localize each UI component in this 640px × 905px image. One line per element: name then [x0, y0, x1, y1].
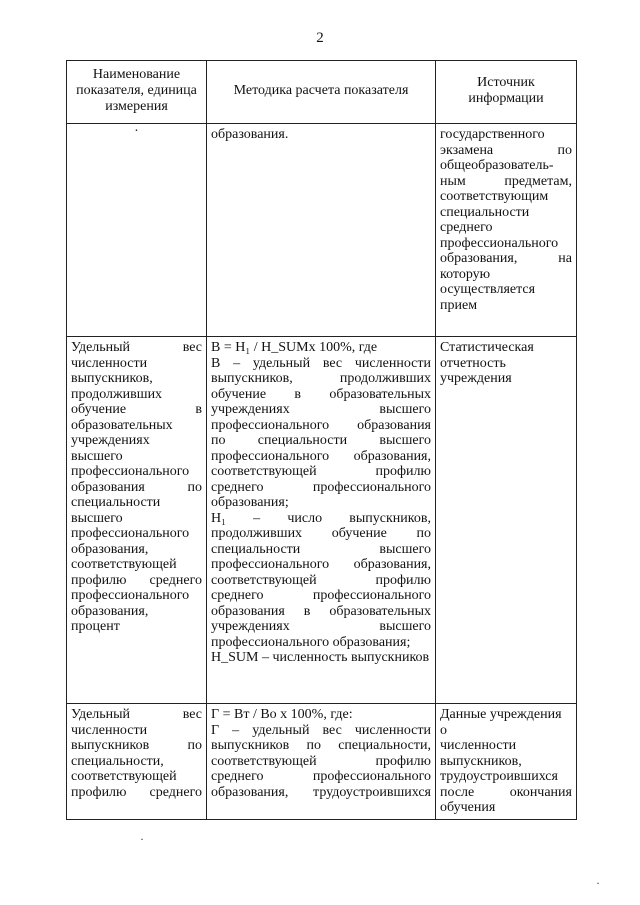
- text-line: общеобразователь-: [440, 158, 554, 173]
- indicator-name-cell: [67, 124, 207, 337]
- information-source-cell: [436, 124, 577, 337]
- text-line: учреждениях высшего: [211, 402, 431, 417]
- text-line: ным предметам,: [440, 173, 572, 189]
- text-line: профессионального образования: [211, 417, 431, 433]
- text-line: профессионального образования;: [211, 634, 411, 650]
- text-line: Данные учреждения о: [440, 707, 562, 738]
- text-line: выпускников по специальности,: [211, 738, 431, 753]
- information-source-cell: [436, 337, 577, 704]
- text-line: профессионального: [71, 526, 190, 541]
- text-line: Н_SUM – численность выпускников: [211, 650, 430, 665]
- text-line: соответствующей профилю: [211, 464, 431, 479]
- formula-line: Г = Вт / Во х 100%, где:: [211, 707, 353, 722]
- text-line: обучение в: [71, 402, 202, 417]
- text-line: профессионального образования,: [211, 448, 431, 464]
- text-line: экзамена по: [440, 142, 572, 158]
- table-row: [67, 337, 577, 704]
- text-line: осуществляется: [440, 282, 536, 297]
- text-line: выпускников, продолживших: [211, 371, 431, 386]
- text-line: Н₁ – число выпускников,: [211, 510, 431, 526]
- header-indicator-name: Наименование показателя, единица измерения: [67, 61, 207, 124]
- text-line: высшего: [71, 510, 123, 526]
- text-line: соответствующей: [71, 557, 177, 572]
- text-line: профессионального: [71, 464, 190, 479]
- text-line: учреждения: [440, 371, 512, 386]
- text-line: процент: [71, 619, 120, 634]
- calculation-method-cell: [207, 124, 436, 337]
- text-line: образования, трудоустроившихся: [211, 784, 431, 800]
- text-line: учреждениях высшего: [211, 619, 431, 634]
- indicator-name-cell: [67, 337, 207, 704]
- text-line: Удельный вес: [71, 340, 202, 355]
- table-header-row: [67, 61, 577, 124]
- text-line: образования.: [211, 127, 289, 142]
- text-line: образования в образовательных: [211, 603, 431, 619]
- text-line: профилю среднего: [71, 572, 202, 588]
- text-line: Г – удельный вес численности: [211, 722, 431, 738]
- text-line: учреждениях: [71, 433, 150, 448]
- indicator-name-cell: [67, 704, 207, 820]
- stray-mark: ·: [140, 832, 144, 846]
- text-line: среднего профессионального: [211, 769, 431, 784]
- table-row: [67, 124, 577, 337]
- calculation-method-cell: [207, 704, 436, 820]
- table-row: [67, 704, 577, 820]
- text-line: среднего профессионального: [211, 588, 431, 603]
- text-line: Удельный вес: [71, 707, 202, 722]
- text-line: численности: [71, 355, 148, 371]
- text-line: специальности: [440, 204, 530, 220]
- text-line: отчетность: [440, 355, 506, 371]
- text-line: соответствующей профилю: [211, 572, 431, 588]
- text-line: обучения: [440, 800, 496, 815]
- text-line: профилю среднего: [71, 784, 202, 800]
- text-line: после окончания: [440, 784, 572, 800]
- text-line: специальности высшего: [211, 541, 431, 557]
- text-line: прием: [440, 297, 478, 313]
- text-line: образования,: [71, 603, 149, 619]
- text-line: обучение в образовательных: [211, 386, 431, 402]
- text-line: продолживших обучение по: [211, 526, 431, 541]
- text-line: соответствующим: [440, 189, 549, 204]
- text-line: выпускников,: [440, 753, 522, 769]
- text-line: продолживших: [71, 386, 163, 402]
- indicator-table: [66, 60, 577, 820]
- text-line: образования, на: [440, 251, 572, 266]
- stray-mark: ·: [596, 876, 600, 890]
- stray-mark: ·: [134, 124, 139, 139]
- text-line: соответствующей профилю: [211, 753, 431, 769]
- text-line: численности: [71, 722, 148, 738]
- text-line: В – удельный вес численности: [211, 355, 431, 371]
- text-line: выпускников,: [71, 371, 153, 386]
- text-line: выпускников по: [71, 738, 202, 753]
- text-line: государственного: [440, 127, 545, 142]
- text-line: образования;: [211, 495, 289, 510]
- text-line: среднего: [440, 220, 493, 235]
- text-line: Статистическая: [440, 340, 534, 355]
- formula-line: В = Н₁ / Н_SUMх 100%, где: [211, 340, 378, 355]
- information-source-cell: [436, 704, 577, 820]
- text-line: профессионального: [440, 235, 559, 251]
- text-line: трудоустроившихся: [440, 769, 558, 784]
- text-line: специальности,: [71, 753, 164, 769]
- text-line: по специальности высшего: [211, 433, 431, 448]
- header-calculation-method: Методика расчета показателя: [207, 61, 436, 124]
- text-line: образования,: [71, 541, 149, 557]
- header-information-source: Источник информации: [436, 61, 577, 124]
- text-line: соответствующей: [71, 769, 177, 784]
- page-number: 2: [316, 30, 324, 46]
- text-line: которую: [440, 266, 491, 282]
- text-line: профессионального образования,: [211, 557, 431, 572]
- text-line: численности: [440, 738, 517, 753]
- text-line: среднего профессионального: [211, 479, 431, 495]
- calculation-method-cell: [207, 337, 436, 704]
- text-line: высшего: [71, 448, 123, 464]
- text-line: образовательных: [71, 417, 173, 433]
- text-line: профессионального: [71, 588, 190, 603]
- text-line: специальности: [71, 495, 161, 510]
- text-line: образования по: [71, 479, 202, 495]
